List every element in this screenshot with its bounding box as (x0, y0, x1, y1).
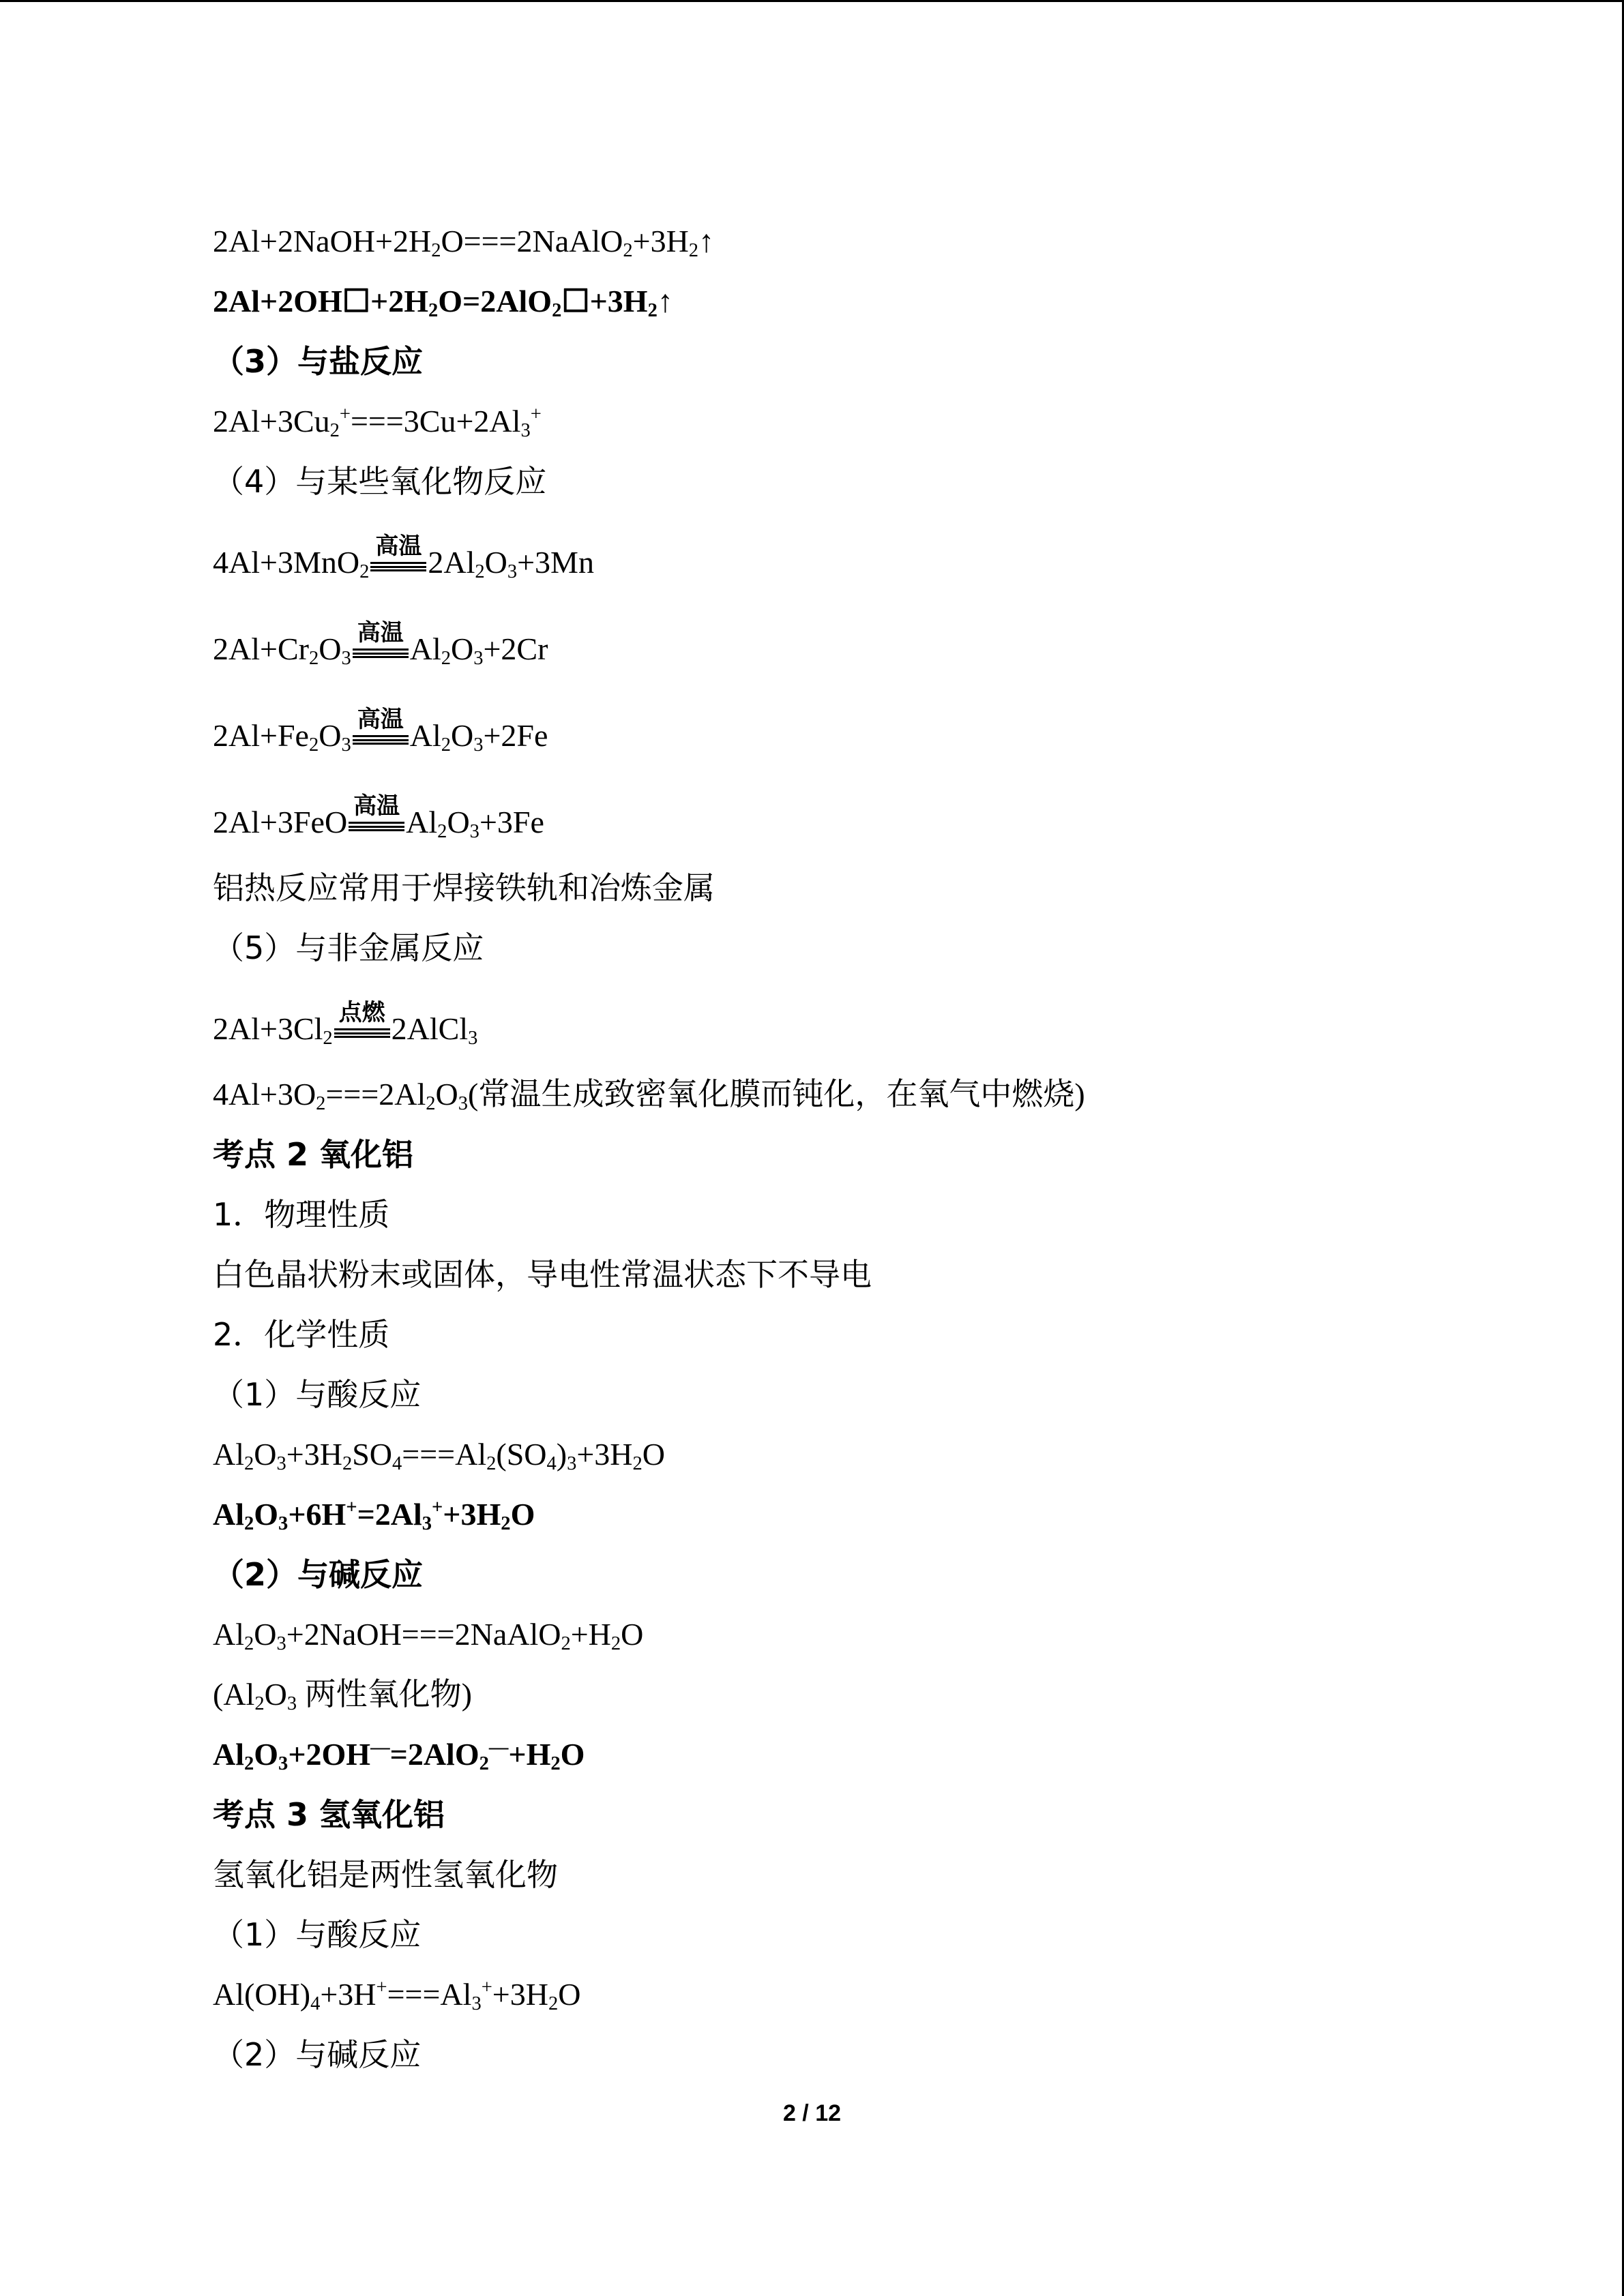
hydroxide-intro: 氢氧化铝是两性氢氧化物 (213, 1856, 558, 1893)
thermite-note: 铝热反应常用于焊接铁轨和冶炼金属 (213, 869, 715, 906)
heading-hydroxide-acid-reaction: （1）与酸反应 (213, 1916, 422, 1953)
condition-high-temp: 高温 (349, 801, 404, 833)
equation-al-feo: 2Al+3FeO 高温 $Al_2O_3+3Fe$ (213, 792, 544, 843)
heading-nonmetal-reaction: （5）与非金属反应 (213, 929, 484, 966)
page-number: 2 / 12 (782, 2100, 842, 2126)
condition-high-temp: 高温 (370, 541, 426, 573)
ionic-equation-al-oh: $2Al+2OH☐+2H_2O=2AlO_2☐+3H_2↑$ (213, 284, 673, 322)
condition-high-temp: 高温 (353, 715, 409, 746)
amphoteric-oxide-note: ($Al_2O_3$ 两性氧化物) (213, 1677, 472, 1715)
section-heading-hydroxide: 考点 3 氢氧化铝 (213, 1796, 445, 1833)
top-border (0, 0, 1624, 2)
heading-chemical-properties: 2．化学性质 (213, 1316, 390, 1353)
condition-ignite: 点燃 (334, 1008, 390, 1039)
condition-high-temp: 高温 (353, 628, 409, 659)
heading-base-reaction: （2）与碱反应 (213, 1556, 424, 1593)
ionic-equation-al2o3-h: $Al_2O_3+6H^+=2Al_3^++3H_2O$ (213, 1496, 535, 1535)
heading-physical-properties: 1．物理性质 (213, 1196, 390, 1233)
heading-acid-reaction: （1）与酸反应 (213, 1376, 422, 1413)
equation-al-cl2: $2Al+3Cl_2$ 点燃 2AlCl$_3$ (213, 999, 478, 1049)
equation-al-cu: $2Al+3Cu_2^+===3Cu+2Al_3^+$ (213, 403, 542, 442)
heading-salt-reaction: （3）与盐反应 (213, 343, 424, 380)
ionic-equation-al2o3-oh: $Al_2O_3+2OH^—=2AlO_2^—+H_2O$ (213, 1736, 585, 1775)
equation-al-cr2o3: $2Al+Cr_2O_3$ 高温 $Al_2O_3+2Cr$ (213, 619, 548, 670)
heading-oxide-reaction: （4）与某些氧化物反应 (213, 463, 547, 500)
equation-al-naoh: $2Al+2NaOH+2H_2O===2NaAlO_2+3H_2↑$ (213, 224, 715, 262)
equation-aloh-h: $Al(OH)_4+3H^+===Al_3^++3H_2O$ (213, 1976, 581, 2015)
heading-hydroxide-base-reaction: （2）与碱反应 (213, 2036, 422, 2073)
equation-al-o2: $4Al+3O_2===2Al_2O_3$(常温生成致密氧化膜而钝化，在氧气中燃烧) (213, 1077, 1085, 1115)
equation-al-fe2o3: $2Al+Fe_2O_3$ 高温 $Al_2O_3+2Fe$ (213, 706, 548, 756)
section-heading-alumina: 考点 2 氧化铝 (213, 1136, 414, 1173)
equation-al2o3-naoh: $Al_2O_3+2NaOH===2NaAlO_2+H_2O$ (213, 1617, 644, 1655)
equation-al-mno2: 4Al+3MnO$_2$ 高温 $2Al_2O_3+3Mn$ (213, 533, 594, 583)
document-body (213, 211, 1509, 2085)
physical-properties-text: 白色晶状粉末或固体，导电性常温状态下不导电 (213, 1256, 872, 1293)
equation-al2o3-h2so4: $Al_2O_3+3H_2SO_4===Al_2(SO_4)_3+3H_2O$ (213, 1437, 666, 1475)
